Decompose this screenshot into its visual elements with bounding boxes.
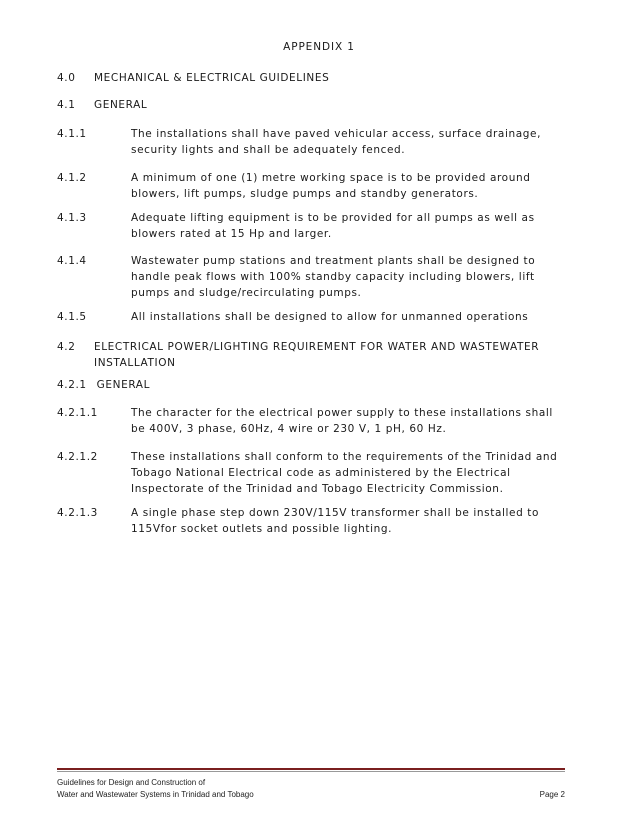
section-4-0 bbox=[57, 70, 577, 86]
clause-4-1-5 bbox=[57, 309, 577, 325]
page-footer bbox=[57, 777, 565, 801]
section-4-1 bbox=[57, 97, 577, 113]
clause-4-1-4 bbox=[57, 253, 577, 303]
clause-text: All installations shall be designed to allow for unmanned operations bbox=[131, 311, 529, 323]
clause-4-2-1-3 bbox=[57, 505, 577, 539]
clause-4-1-1 bbox=[57, 126, 577, 160]
section-4-2-1 bbox=[57, 377, 577, 393]
section-heading: GENERAL bbox=[96, 379, 151, 391]
clause-4-1-3 bbox=[57, 210, 577, 244]
clause-number: 4.1.1 bbox=[57, 128, 87, 140]
section-number: 4.2 bbox=[57, 341, 76, 353]
clause-text: Wastewater pump stations and treatment plants shall be designed to handle peak flows with 100% standby capacity including blowers, lift pumps and sludge/recirculating pumps. bbox=[131, 255, 536, 299]
clause-text: A single phase step down 230V/115V transformer shall be installed to 115Vfor socket outlets and possible lighting. bbox=[131, 507, 540, 535]
section-number: 4.0 bbox=[57, 72, 76, 84]
clause-4-1-2 bbox=[57, 170, 577, 204]
section-heading: GENERAL bbox=[94, 99, 148, 111]
page-number: Page 2 bbox=[539, 790, 565, 799]
clause-number: 4.1.2 bbox=[57, 172, 87, 184]
footer-line-1: Guidelines for Design and Construction of bbox=[57, 778, 206, 787]
section-heading: MECHANICAL & ELECTRICAL GUIDELINES bbox=[94, 72, 330, 84]
clause-4-2-1-2 bbox=[57, 449, 577, 499]
footer-line-2: Water and Wastewater Systems in Trinidad and Tobago bbox=[57, 790, 254, 799]
clause-text: The installations shall have paved vehicular access, surface drainage, security lights and shall be adequately fenced. bbox=[131, 128, 542, 156]
footer-rule bbox=[57, 768, 565, 770]
clause-number: 4.1.3 bbox=[57, 212, 87, 224]
clause-text: A minimum of one (1) metre working space is to be provided around blowers, lift pumps, sludge pumps and standby generators. bbox=[131, 172, 531, 200]
section-number: 4.1 bbox=[57, 99, 76, 111]
clause-4-2-1-1 bbox=[57, 405, 577, 439]
section-4-2 bbox=[57, 339, 577, 373]
clause-number: 4.2.1.1 bbox=[57, 407, 98, 419]
section-heading: ELECTRICAL POWER/LIGHTING REQUIREMENT FOR WATER AND WASTEWATER INSTALLATION bbox=[94, 341, 540, 369]
clause-text: The character for the electrical power supply to these installations shall be 400V, 3 phase, 60Hz, 4 wire or 230 V, 1 pH, 60 Hz. bbox=[131, 407, 553, 435]
clause-number: 4.1.4 bbox=[57, 255, 87, 267]
section-number: 4.2.1 bbox=[57, 379, 87, 391]
clause-text: Adequate lifting equipment is to be provided for all pumps as well as blowers rated at 15 Hp and larger. bbox=[131, 212, 535, 240]
footer-rule-thin bbox=[57, 771, 565, 772]
clause-number: 4.2.1.3 bbox=[57, 507, 98, 519]
page-title: APPENDIX 1 bbox=[283, 41, 355, 53]
clause-number: 4.1.5 bbox=[57, 311, 87, 323]
clause-text: These installations shall conform to the requirements of the Trinidad and Tobago National Electrical code as administered by the Electrical Inspectorate of the Trinidad and Tobago Electricity Commission. bbox=[131, 451, 558, 495]
clause-number: 4.2.1.2 bbox=[57, 451, 98, 463]
